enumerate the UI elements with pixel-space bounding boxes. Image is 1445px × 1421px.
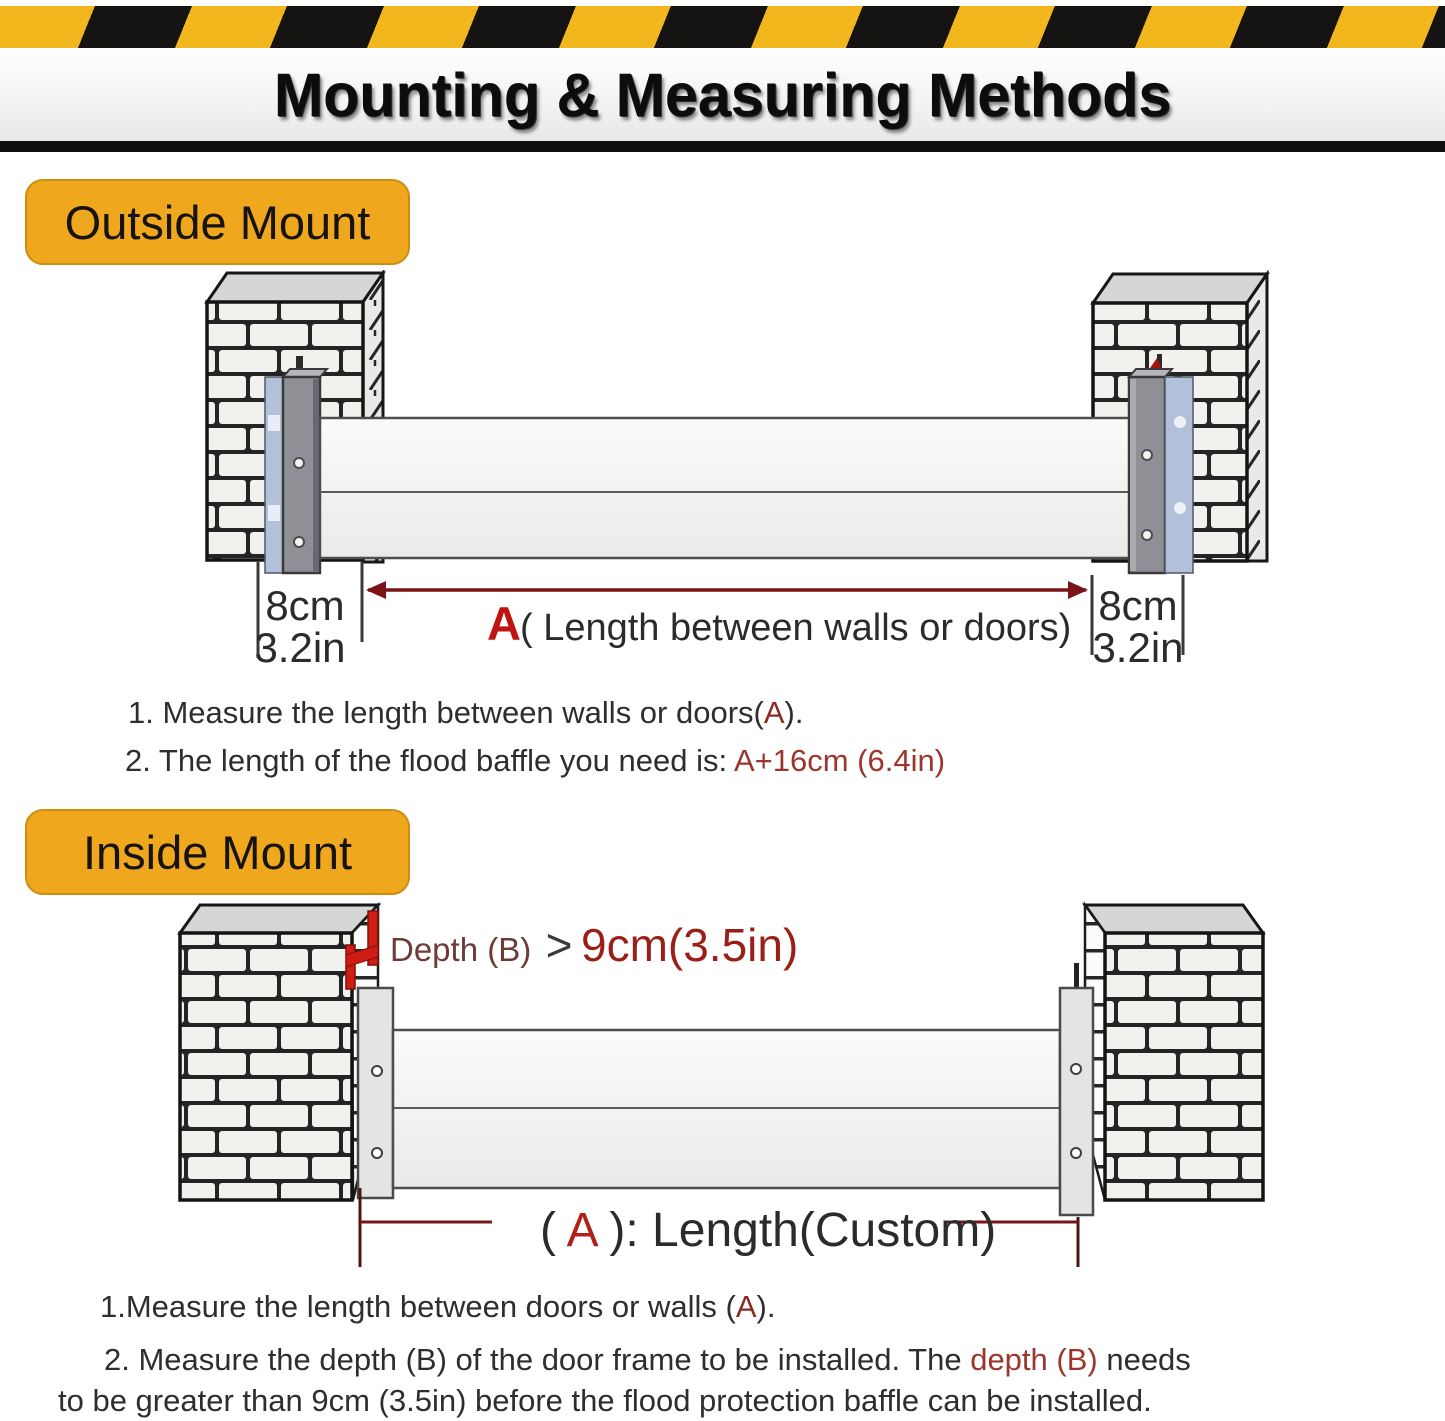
right-gap-in-label: 3.2in	[1092, 624, 1184, 670]
right-gap-cm-label: 8cm	[1098, 582, 1178, 629]
span-description-label: ( Length between walls or doors)	[520, 607, 1072, 649]
brick-pillar-right	[1085, 905, 1263, 1200]
left-gap-in-label: 3.2in	[254, 624, 346, 670]
flood-barrier-panels	[393, 1030, 1060, 1188]
inside-mount-badge	[25, 809, 410, 895]
hazard-stripe-banner	[0, 6, 1445, 50]
inside-mount-diagram	[0, 895, 1445, 1295]
outside-mount-badge	[25, 179, 410, 265]
outside-instruction-1: 1. Measure the length between walls or doors(A).	[128, 695, 804, 730]
greater-than-symbol: >	[545, 919, 573, 971]
depth-value: 9cm(3.5in)	[581, 919, 799, 971]
depth-label: Depth (B)	[390, 931, 532, 968]
anchor-pin-icon	[1074, 963, 1079, 988]
divider-bar	[0, 141, 1445, 152]
depth-annotation	[390, 919, 798, 971]
inside-instruction-3: to be greater than 9cm (3.5in) before the flood protection baffle can be installed.	[58, 1383, 1152, 1418]
width-measurement	[254, 562, 1183, 670]
outside-instruction-2: 2. The length of the flood baffle you need is: A+16cm (6.4in)	[125, 743, 946, 778]
page-title: Mounting & Measuring Methods	[273, 60, 1172, 129]
arrow-left-icon	[366, 581, 386, 599]
right-mounting-channel	[1060, 963, 1093, 1215]
left-mounting-channel	[358, 988, 393, 1198]
length-measurement	[360, 1188, 1078, 1267]
left-gap-cm-label: 8cm	[265, 582, 345, 629]
flood-barrier-panels	[320, 418, 1130, 558]
outside-mount-badge-label: Outside Mount	[64, 195, 371, 249]
span-a-label: A	[487, 597, 521, 650]
title-band	[0, 48, 1445, 141]
inside-instruction-2: 2. Measure the depth (B) of the door frame to be installed. The depth (B) needs	[104, 1342, 1191, 1377]
inside-mount-badge-label: Inside Mount	[82, 825, 353, 879]
outside-mount-diagram	[0, 270, 1445, 670]
arrow-right-icon	[1068, 581, 1088, 599]
right-mounting-channel	[1129, 354, 1193, 573]
inside-instruction-1: 1.Measure the length between doors or walls (A).	[100, 1289, 776, 1324]
left-mounting-channel	[265, 356, 327, 573]
length-label: ( A ): Length(Custom)	[540, 1204, 997, 1257]
